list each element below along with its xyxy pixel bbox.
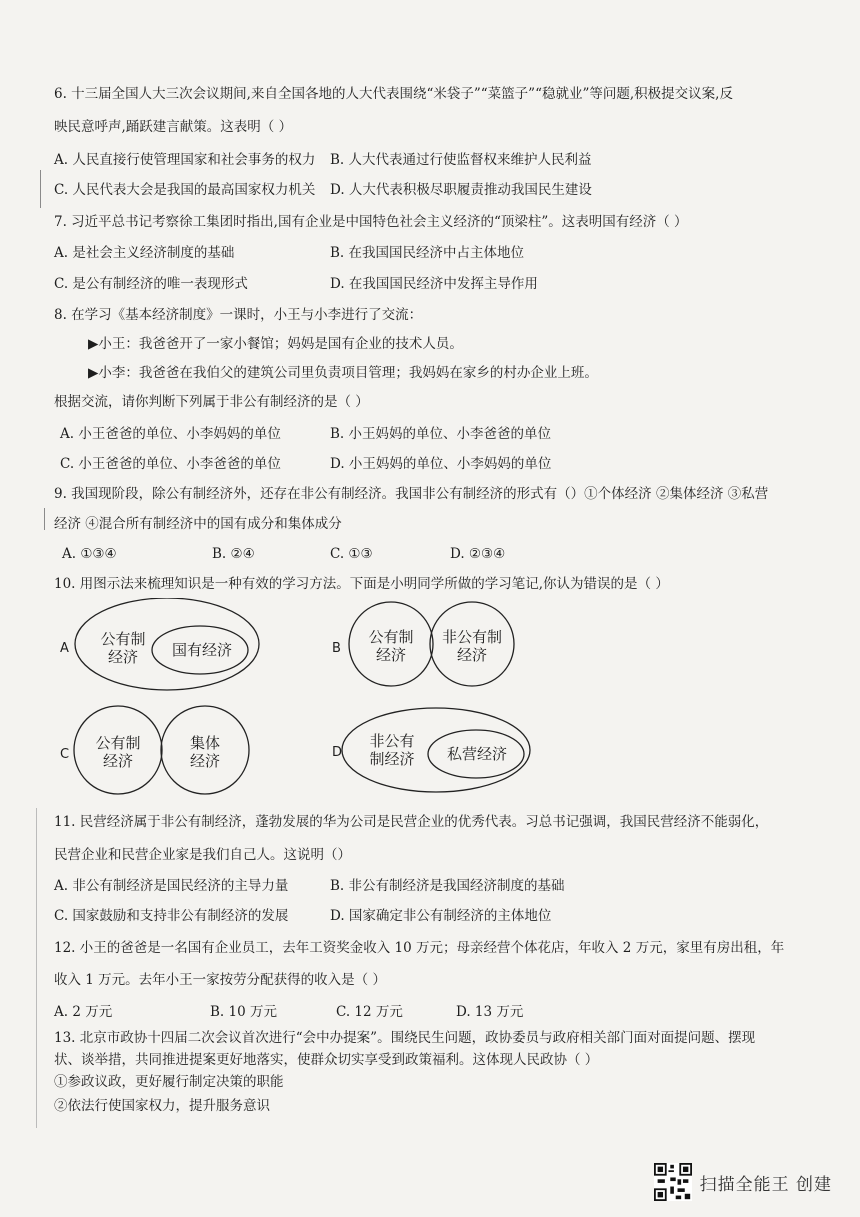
diagram-a-label: A	[60, 641, 69, 656]
diagram-c-right-text-2: 经济	[189, 752, 221, 770]
diagram-d-label: D	[332, 745, 343, 760]
q8-dialog-li: ▶小李：我爸爸在我伯父的建筑公司里负责项目管理；我妈妈在家乡的村办企业上班。	[88, 365, 598, 381]
scan-margin-mark	[44, 508, 45, 530]
q11-stem-line1: 11. 民营经济属于非公有制经济，蓬勃发展的华为公司是民营企业的优秀代表。习总书记强调，我国民营经济不能弱化，	[54, 814, 769, 830]
q8-option-a: A. 小王爸爸的单位、小李妈妈的单位	[60, 426, 281, 442]
q9-stem-line2: 经济 ④混合所有制经济中的国有成分和集体成分	[54, 516, 342, 532]
q6-option-a: A. 人民直接行使管理国家和社会事务的权力	[54, 152, 316, 168]
diagram-d-outer-text-2: 制经济	[369, 750, 415, 768]
q7-option-d: D. 在我国国民经济中发挥主导作用	[330, 276, 538, 292]
diagram-c-left-text-2: 经济	[102, 752, 134, 770]
q8-stem: 8. 在学习《基本经济制度》一课时，小王与小李进行了交流：	[54, 307, 423, 323]
q7-option-a: A. 是社会主义经济制度的基础	[54, 245, 235, 261]
q7-option-b: B. 在我国国民经济中占主体地位	[330, 245, 525, 261]
diagram-c-label: C	[60, 747, 70, 762]
q12-option-a: A. 2 万元	[54, 1004, 113, 1020]
diagram-c-left-text-1: 公有制	[95, 734, 141, 752]
diagram-d-inner-text: 私营经济	[446, 745, 508, 763]
q13-choice-1: ①参政议政，更好履行制定决策的职能	[54, 1074, 284, 1090]
q12-option-d: D. 13 万元	[456, 1004, 524, 1020]
diagram-b-right-text-2: 经济	[456, 646, 488, 664]
q12-option-c: C. 12 万元	[336, 1004, 403, 1020]
diagram-d-outer-text-1: 非公有	[369, 732, 415, 750]
watermark-text: 扫描全能王 创建	[699, 1174, 832, 1195]
q10-diagrams	[40, 598, 540, 804]
q7-option-c: C. 是公有制经济的唯一表现形式	[54, 276, 248, 292]
qr-code-icon	[654, 1163, 692, 1201]
q6-option-b: B. 人大代表通过行使监督权来维护人民利益	[330, 152, 592, 168]
q13-stem-line2: 状、谈举措，共同推进提案更好地落实，使群众切实享受到政策福利。这体现人民政协（ ）	[54, 1052, 599, 1068]
q11-option-c: C. 国家鼓励和支持非公有制经济的发展	[54, 908, 289, 924]
q9-option-d: D. ②③④	[450, 546, 506, 562]
q13-stem-line1: 13. 北京市政协十四届二次会议首次进行“会中办提案”。围绕民生问题，政协委员与政府相关部门面对面提问题、摆现	[54, 1030, 756, 1046]
q12-stem-line2: 收入 1 万元。去年小王一家按劳分配获得的收入是（ ）	[54, 972, 386, 988]
scan-margin-mark	[40, 170, 41, 208]
diagram-a-outer-text-1: 公有制	[100, 630, 146, 648]
scanner-watermark	[654, 1163, 832, 1201]
q9-option-b: B. ②④	[212, 546, 255, 562]
q6-stem-line2: 映民意呼声,踊跃建言献策。这表明（ ）	[54, 119, 293, 135]
q11-stem-line2: 民营企业和民营企业家是我们自己人。这说明（）	[54, 847, 351, 863]
q9-option-a: A. ①③④	[62, 546, 117, 562]
q11-option-a: A. 非公有制经济是国民经济的主导力量	[54, 878, 289, 894]
diagram-c-right-text-1: 集体	[189, 734, 221, 752]
diagram-b-left-text-1: 公有制	[368, 628, 414, 646]
q8-option-b: B. 小王妈妈的单位、小李爸爸的单位	[330, 426, 552, 442]
q13-choice-2: ②依法行使国家权力，提升服务意识	[54, 1098, 270, 1114]
q6-option-c: C. 人民代表大会是我国的最高国家权力机关	[54, 182, 316, 198]
q9-stem-line1: 9. 我国现阶段，除公有制经济外，还存在非公有制经济。我国非公有制经济的形式有（）①个体经济 ②集体经济 ③私营	[54, 486, 769, 502]
q6-option-d: D. 人大代表积极尽职履责推动我国民生建设	[330, 182, 592, 198]
q11-option-d: D. 国家确定非公有制经济的主体地位	[330, 908, 552, 924]
q8-option-c: C. 小王爸爸的单位、小李爸爸的单位	[60, 456, 281, 472]
diagram-a-inner-text: 国有经济	[171, 641, 233, 659]
q8-option-d: D. 小王妈妈的单位、小李妈妈的单位	[330, 456, 552, 472]
q12-option-b: B. 10 万元	[210, 1004, 277, 1020]
scan-margin-mark	[36, 808, 37, 1128]
q10-stem: 10. 用图示法来梳理知识是一种有效的学习方法。下面是小明同学所做的学习笔记,你认为错误的是（ ）	[54, 576, 669, 592]
diagram-b-label: B	[332, 641, 341, 656]
diagram-b-right-text-1: 非公有制	[441, 628, 503, 646]
q12-stem-line1: 12. 小王的爸爸是一名国有企业员工，去年工资奖金收入 10 万元；母亲经营个体花店，年收入 2 万元，家里有房出租，年	[54, 940, 785, 956]
q8-dialog-wang: ▶小王：我爸爸开了一家小餐馆；妈妈是国有企业的技术人员。	[88, 336, 463, 352]
q9-option-c: C. ①③	[330, 546, 373, 562]
q8-question: 根据交流，请你判断下列属于非公有制经济的是（ ）	[54, 394, 369, 410]
diagram-b-left-text-2: 经济	[375, 646, 407, 664]
q6-stem-line1: 6. 十三届全国人大三次会议期间,来自全国各地的人大代表围绕“米袋子”“菜篮子”“稳就业”等问题,积极提交议案,反	[54, 86, 733, 102]
q11-option-b: B. 非公有制经济是我国经济制度的基础	[330, 878, 565, 894]
q7-stem: 7. 习近平总书记考察徐工集团时指出,国有企业是中国特色社会主义经济的“顶梁柱”。这表明国有经济（ ）	[54, 214, 688, 230]
diagram-a-outer-text-2: 经济	[107, 648, 139, 666]
